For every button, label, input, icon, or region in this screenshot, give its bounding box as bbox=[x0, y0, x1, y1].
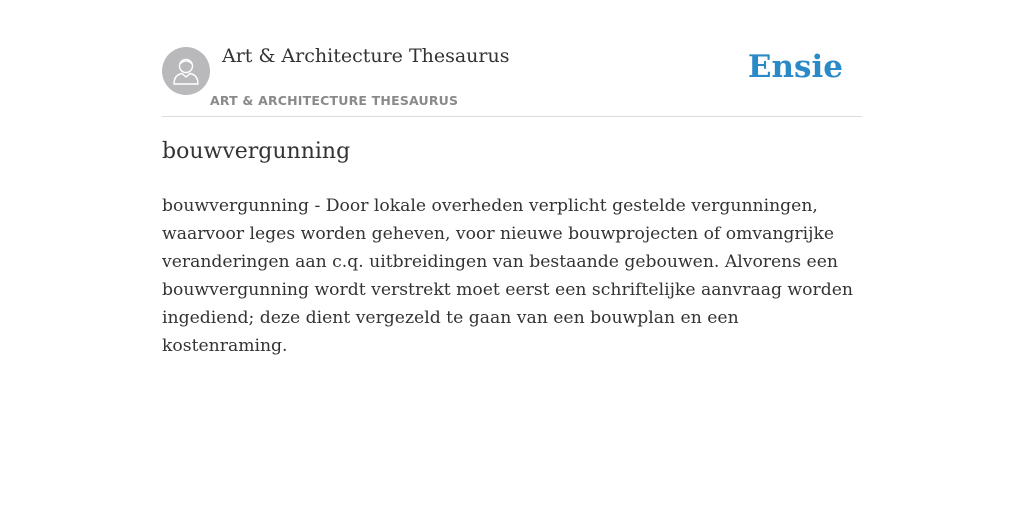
definition-text: bouwvergunning - Door lokale overheden verplicht gestelde vergunningen, waarvoor leges worden geheven, voor nieuwe bouwprojecten of omvangrijke veranderingen aan c.q. uitbreidingen van bestaande gebouwen. Alvorens een bouwvergunning wordt verstrekt moet eerst een schriftelijke aanvraag worden ingediend; deze dient vergezeld te gaan van een bouwplan en een kostenraming. bbox=[162, 196, 853, 356]
user-avatar-icon[interactable] bbox=[162, 47, 210, 95]
header bbox=[162, 0, 862, 117]
term-title: bouwvergunning bbox=[162, 139, 351, 164]
brand-logo[interactable]: Ensie bbox=[747, 49, 843, 85]
person-outline-icon bbox=[162, 47, 210, 95]
source-subtitle[interactable]: ART & ARCHITECTURE THESAURUS bbox=[210, 93, 459, 108]
source-title[interactable]: Art & Architecture Thesaurus bbox=[222, 45, 510, 67]
